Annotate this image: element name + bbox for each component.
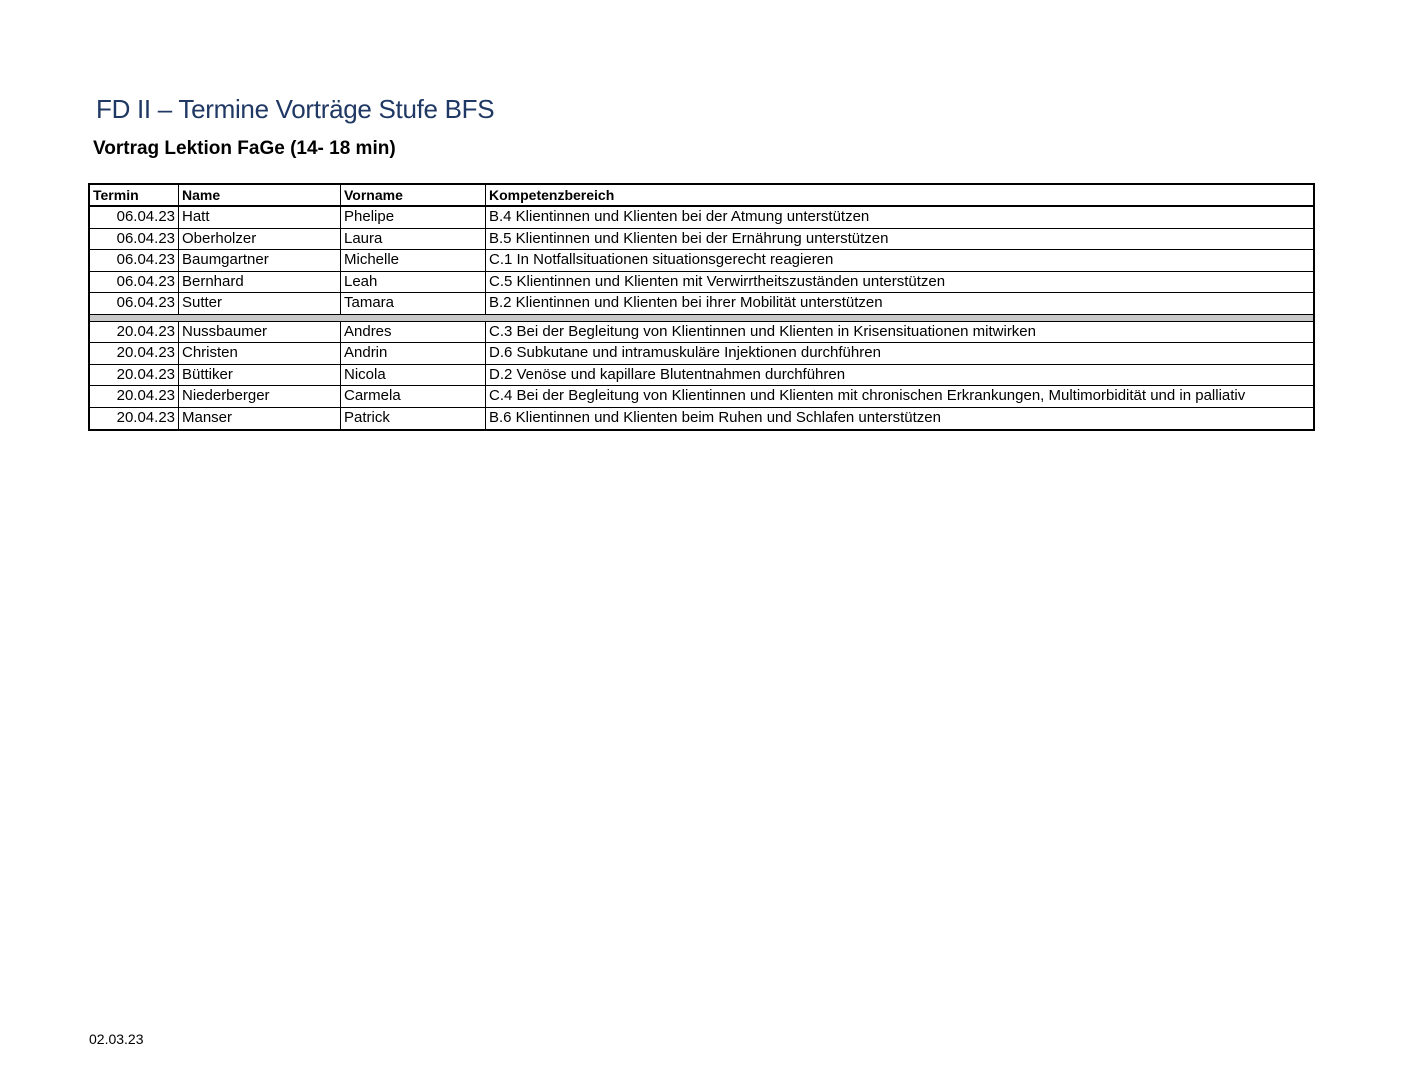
page-title: FD II – Termine Vorträge Stufe BFS (96, 94, 495, 124)
cell-vorname: Patrick (341, 408, 486, 430)
cell-vorname: Nicola (341, 365, 486, 386)
cell-vorname: Laura (341, 229, 486, 250)
footer-date: 02.03.23 (89, 1031, 144, 1047)
schedule-table (88, 183, 1315, 431)
table-row (90, 229, 1313, 251)
cell-vorname: Andres (341, 322, 486, 343)
cell-vorname: Leah (341, 272, 486, 293)
header-termin: Termin (90, 185, 179, 205)
table-row (90, 322, 1313, 344)
cell-kompetenzbereich: B.5 Klientinnen und Klienten bei der Ernährung unterstützen (489, 229, 889, 247)
cell-kompetenzbereich: C.1 In Notfallsituationen situationsgerecht reagieren (489, 251, 834, 268)
cell-kompetenzbereich: B.4 Klientinnen und Klienten bei der Atmung unterstützen (489, 208, 870, 225)
cell-name: Büttiker (179, 365, 341, 386)
table-header-row (90, 185, 1313, 207)
cell-termin: 20.04.23 (90, 408, 179, 430)
cell-name: Christen (179, 343, 341, 364)
table-row (90, 293, 1313, 315)
cell-kompetenzbereich: B.6 Klientinnen und Klienten beim Ruhen und Schlafen unterstützen (489, 408, 941, 426)
cell-termin: 20.04.23 (90, 386, 179, 407)
table-row (90, 365, 1313, 387)
cell-termin: 06.04.23 (90, 229, 179, 250)
header-kompetenzbereich: Kompetenzbereich (489, 187, 615, 203)
cell-vorname: Andrin (341, 343, 486, 364)
table-row (90, 272, 1313, 294)
cell-name: Niederberger (179, 386, 341, 407)
cell-kompetenzbereich: B.2 Klientinnen und Klienten bei ihrer Mobilität unterstützen (489, 294, 883, 311)
cell-kompetenzbereich: C.4 Bei der Begleitung von Klientinnen und Klienten mit chronischen Erkrankungen, Multimorbidität und in palliativ (489, 387, 1246, 404)
cell-name: Oberholzer (179, 229, 341, 250)
table-row (90, 343, 1313, 365)
header-name: Name (179, 185, 341, 205)
cell-kompetenzbereich: C.5 Klientinnen und Klienten mit Verwirrtheitszuständen unterstützen (489, 272, 946, 290)
cell-termin: 06.04.23 (90, 250, 179, 271)
table-row (90, 408, 1313, 430)
cell-termin: 06.04.23 (90, 293, 179, 314)
cell-name: Sutter (179, 293, 341, 314)
cell-vorname: Phelipe (341, 207, 486, 228)
cell-name: Bernhard (179, 272, 341, 293)
cell-termin: 20.04.23 (90, 343, 179, 364)
cell-name: Baumgartner (179, 250, 341, 271)
cell-kompetenzbereich: D.6 Subkutane und intramuskuläre Injektionen durchführen (489, 344, 881, 361)
cell-name: Nussbaumer (179, 322, 341, 343)
cell-vorname: Michelle (341, 250, 486, 271)
cell-vorname: Carmela (341, 386, 486, 407)
table-row (90, 386, 1313, 408)
cell-termin: 20.04.23 (90, 365, 179, 386)
cell-kompetenzbereich: D.2 Venöse und kapillare Blutentnahmen durchführen (489, 365, 846, 383)
page-subtitle: Vortrag Lektion FaGe (14- 18 min) (93, 138, 396, 159)
group-separator (90, 315, 1313, 322)
header-vorname: Vorname (341, 185, 486, 205)
cell-kompetenzbereich: C.3 Bei der Begleitung von Klientinnen und Klienten in Krisensituationen mitwirken (489, 322, 1036, 340)
cell-termin: 06.04.23 (90, 272, 179, 293)
cell-name: Manser (179, 408, 341, 430)
cell-vorname: Tamara (341, 293, 486, 314)
cell-name: Hatt (179, 207, 341, 228)
table-row (90, 250, 1313, 272)
table-row (90, 207, 1313, 229)
cell-termin: 20.04.23 (90, 322, 179, 343)
cell-termin: 06.04.23 (90, 207, 179, 228)
